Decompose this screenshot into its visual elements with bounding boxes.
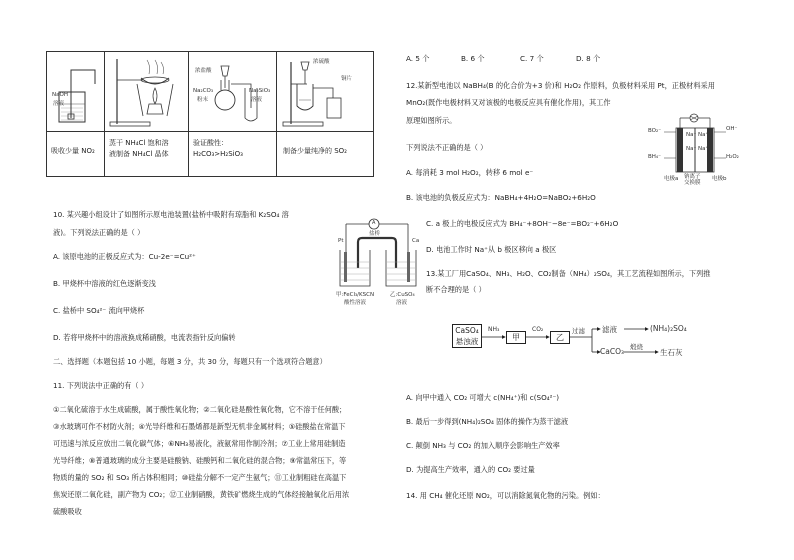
na2sio3-label: Na₂SiO₃	[249, 88, 271, 94]
q10-option-a: A. 该原电池的正极反应式为：Cu-2e⁻=Cu²⁺	[53, 252, 196, 261]
h2o2-label: H₂O₂	[726, 154, 739, 160]
q10-option-c: C. 盐桥中 SO₄²⁻ 流向甲烧杯	[53, 306, 145, 315]
q11-option-a: A. 5 个	[406, 54, 430, 63]
q13-line1: 13.某工厂用CaSO₄、NH₃、H₂O、CO₂制备（NH₄）₂SO₄，其工艺流程如图所示，下列推	[426, 269, 711, 278]
q14-line1: 14. 用 CH₄ 催化还原 NO₂，可以消除氮氧化物的污染。例如：	[406, 491, 605, 500]
process-flow-diagram	[452, 322, 702, 364]
q12-option-b: B. 该电池的负极反应式为：NaBH₄+4H₂O=NaBO₂+6H₂O	[406, 193, 596, 202]
caption-2-line2: 液制备 NH₄Cl 晶体	[109, 150, 169, 158]
membrane-label1: 钠离子	[684, 174, 701, 180]
q11-stem: 11. 下列说法中正确的有（ ）	[53, 381, 149, 390]
yi-box: 乙	[550, 331, 570, 344]
galvanic-cell-diagram	[336, 216, 426, 332]
nh3-label: NH₃	[488, 326, 500, 333]
q11-line: 硫酸吸收	[53, 507, 82, 516]
ammeter-label: A	[372, 220, 376, 226]
caption-cell-3	[193, 138, 243, 160]
naoh-absorb-apparatus	[49, 54, 102, 130]
caco3-label: CaCO₃	[600, 347, 624, 356]
na-ion-label: Na⁺	[698, 146, 709, 152]
oh-label: OH⁻	[726, 126, 738, 132]
na2sio3-sol-label: 溶液	[251, 97, 263, 103]
q13-option-d: D. 为提高生产效率，通入的 CO₂ 要过量	[406, 465, 535, 474]
membrane-label2: 交换膜	[684, 180, 701, 186]
ca-electrode-label: Ca	[412, 238, 420, 244]
q11-line: ①二氧化硫溶于水生成硫酸，属于酸性氧化物；②二氧化硅是酸性氧化物，它不溶于任何酸；	[53, 405, 347, 414]
filter-label: 过滤	[572, 327, 585, 335]
q10-stem-line1: 10. 某兴趣小组设计了如图所示原电池装置(盐桥中吸附有琼脂和 K₂SO₄ 溶	[53, 210, 289, 219]
acidity-apparatus	[191, 54, 275, 130]
so2-apparatus	[279, 54, 373, 130]
q11-option-b: B. 6 个	[461, 54, 485, 63]
copper-label: 铜片	[341, 76, 353, 82]
q11-line: 焦炭还原二氧化硅，副产物为 CO₂；⑫工业制硝酸，黄铁矿燃烧生成的气体经接触氧化后用浓	[53, 490, 350, 499]
q11-option-d: D. 8 个	[576, 54, 601, 63]
q12-option-c: C. a 极上的电极反应式为 BH₄⁻+8OH⁻−8e⁻=BO₂⁻+6H₂O	[426, 219, 619, 228]
q11-line: 物质的量的 SO₂ 和 SO₃ 所占体积相同；⑩硅盐分解不一定产生氨气；⑪工业制粗硅在高温下	[53, 473, 347, 482]
galvanic-cell-figure	[336, 216, 426, 332]
suspension-label: 悬浊液	[455, 337, 479, 346]
caption-cell-2	[109, 138, 169, 160]
q12-option-d: D. 电池工作时 Na⁺从 b 极区移向 a 极区	[426, 245, 557, 254]
q13-option-b: B. 最后一步得到(NH₄)₂SO₄ 固体的操作为蒸干滤液	[406, 417, 569, 426]
caption-cell-4	[283, 146, 347, 157]
q13-line2: 断不合理的是（ ）	[426, 285, 486, 294]
na2co3-label: Na₂CO₃	[193, 88, 214, 94]
evaporating-dish-figure	[107, 54, 187, 130]
electrode-a-label: 电极a	[664, 176, 679, 182]
right-solution-label1: 乙:CuSO₄	[390, 292, 415, 298]
pt-electrode-label: Pt	[338, 238, 344, 244]
left-solution-label1: 甲:FeCl₃/KSCN	[336, 292, 375, 298]
q12-line2: MnO₂(既作电极材料又对该极的电极反应具有催化作用)，其工作	[406, 98, 611, 107]
caption-3-line2: H₂CO₃>H₂SiO₃	[193, 150, 243, 158]
q10-option-d: D. 若将甲烧杯中的溶液换成稀硝酸，电流表指针反向偏转	[53, 333, 236, 342]
right-solution-label2: 溶液	[396, 300, 408, 306]
q11-option-c: C. 7 个	[520, 54, 544, 63]
na-ion-label: Na⁺	[686, 132, 697, 138]
left-solution-label2: 酸性溶液	[344, 300, 367, 306]
q12-line1: 12.某新型电池以 NaBH₄(B 的化合价为+3 价)和 H₂O₂ 作原料，负极材料采用 Pt，正极材料采用	[406, 81, 715, 90]
h2so4-label: 浓硫酸	[313, 59, 330, 65]
section-2-heading: 二、选择题（本题包括 10 小题，每题 3 分，共 30 分，每题只有一个选项符合题意）	[53, 357, 327, 366]
q12-stem: 下列说法不正确的是（ ）	[406, 143, 488, 152]
hcl-label: 浓盐酸	[195, 68, 212, 74]
lime-label: 生石灰	[660, 348, 683, 357]
filtrate-label: 滤液	[602, 325, 617, 334]
fuel-cell-diagram	[646, 112, 742, 184]
caption-1-line1: 吸收少量 NO₂	[51, 147, 95, 155]
na-ion-label: Na⁺	[686, 146, 697, 152]
product-label: (NH₄)₂SO₄	[650, 324, 687, 333]
so2-figure	[279, 54, 373, 130]
q12-line3: 原理如图所示。	[406, 116, 457, 125]
apparatus-table	[46, 51, 374, 177]
q13-option-a: A. 向甲中通入 CO₂ 可增大 c(NH₄⁺)和 c(SO₄²⁻)	[406, 393, 560, 402]
q10-stem-line2: 液)。下列说法正确的是（ ）	[53, 228, 145, 237]
q10-option-b: B. 甲烧杯中溶液的红色逐渐变浅	[53, 279, 156, 288]
salt-bridge-label: 盐桥	[369, 231, 381, 237]
caption-cell-1	[51, 146, 95, 157]
na-ion-label: Na⁺	[698, 132, 709, 138]
naoh-sol-label: 溶液	[53, 101, 65, 107]
caption-2-line1: 蒸干 NH₄Cl 饱和溶	[109, 139, 169, 147]
caption-4-line1: 制备少量纯净的 SO₂	[283, 147, 347, 155]
na2co3-powder-label: 粉末	[197, 97, 209, 103]
q12-option-a: A. 每消耗 3 mol H₂O₂，转移 6 mol e⁻	[406, 168, 534, 177]
bo2-label: BO₂⁻	[648, 128, 662, 134]
q11-line: ③水玻璃可作不材防火剂；④光导纤维和石墨烯都是新型无机非金属材料；⑤硅酸盐在常温下	[53, 422, 346, 431]
co2-label: CO₂	[532, 326, 544, 333]
evaporation-apparatus	[107, 54, 187, 130]
q11-line: 可迅速与浓反应放出二氧化碳气体；⑥NH₃易液化，液氨常用作制冷剂；⑦工业上常用硅制造	[53, 439, 346, 448]
calcine-label: 煅烧	[630, 343, 643, 351]
naoh-label: NaOH	[52, 92, 68, 98]
caso4-label: CaSO₄	[455, 326, 479, 335]
bh4-label: BH₄⁻	[648, 154, 662, 160]
electrode-b-label: 电极b	[712, 176, 727, 182]
q13-option-c: C. 颠倒 NH₃ 与 CO₂ 的加入顺序会影响生产效率	[406, 441, 560, 450]
q11-line: 光导纤维；⑧普通玻璃的成分主要是硅酸钠、硅酸钙和二氧化硅的混合物；⑨常温常压下，等	[53, 456, 347, 465]
jia-box: 甲	[506, 331, 526, 344]
caption-3-line1: 验证酸性：	[193, 139, 228, 147]
